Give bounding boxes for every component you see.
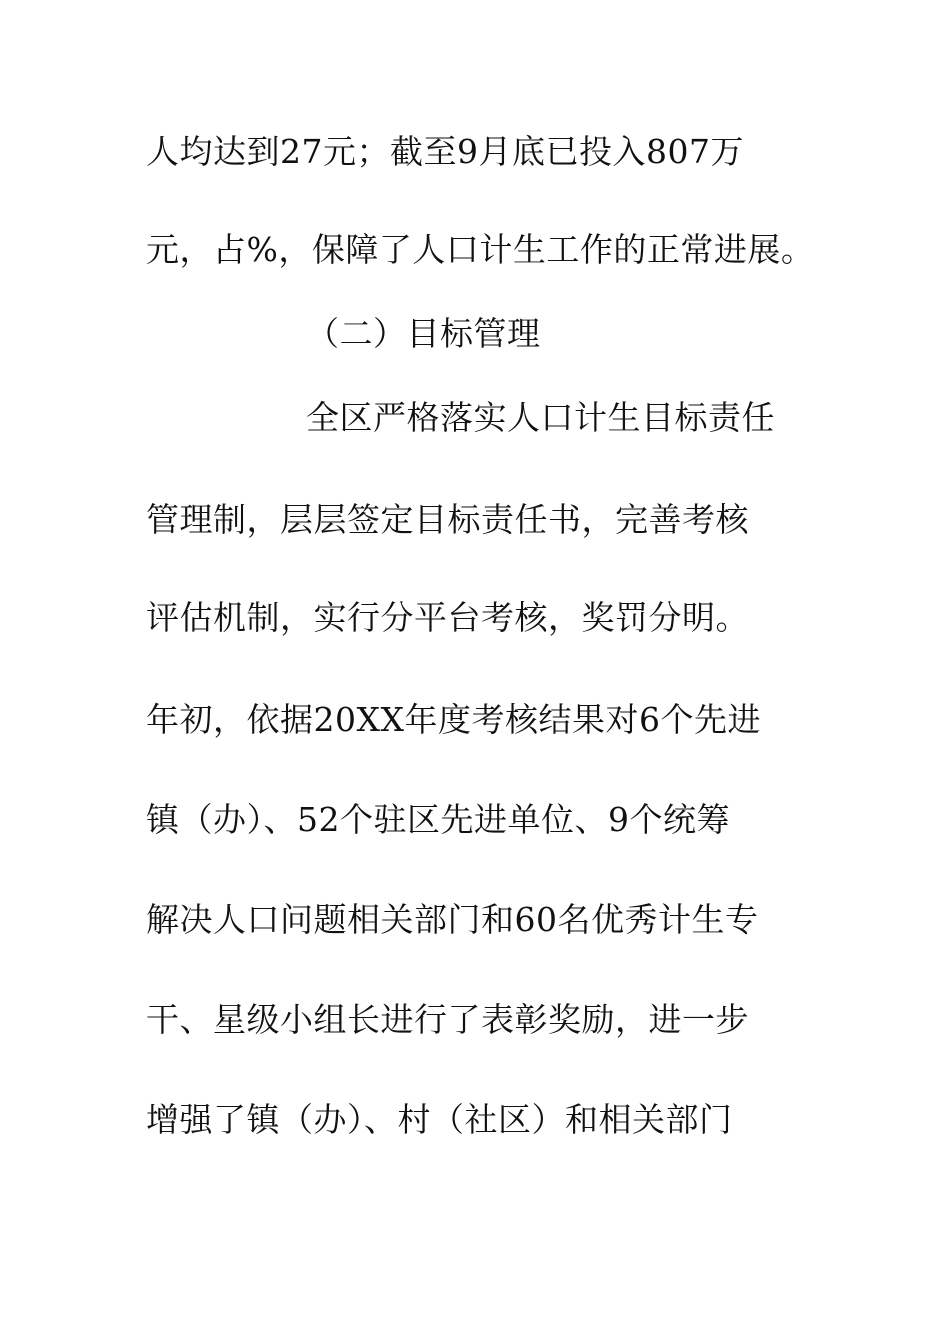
- text-line: 全区严格落实人口计生目标责任: [306, 398, 775, 437]
- text-line: 解决人口问题相关部门和60名优秀计生专: [146, 900, 759, 939]
- section-heading: （二）目标管理: [306, 314, 541, 353]
- text-line: 年初，依据20XX年度考核结果对6个先进: [146, 700, 761, 739]
- text-line: 评估机制，实行分平台考核，奖罚分明。: [146, 598, 749, 637]
- text-line: 元，占%，保障了人口计生工作的正常进展。: [146, 230, 815, 269]
- text-line: 镇（办）、52个驻区先进单位、9个统筹: [146, 800, 730, 839]
- text-line: 增强了镇（办）、村（社区）和相关部门: [146, 1100, 733, 1139]
- text-line: 管理制，层层签定目标责任书，完善考核: [146, 500, 749, 539]
- text-line: 干、星级小组长进行了表彰奖励，进一步: [146, 1000, 749, 1039]
- text-line: 人均达到27元；截至9月底已投入807万: [146, 132, 744, 171]
